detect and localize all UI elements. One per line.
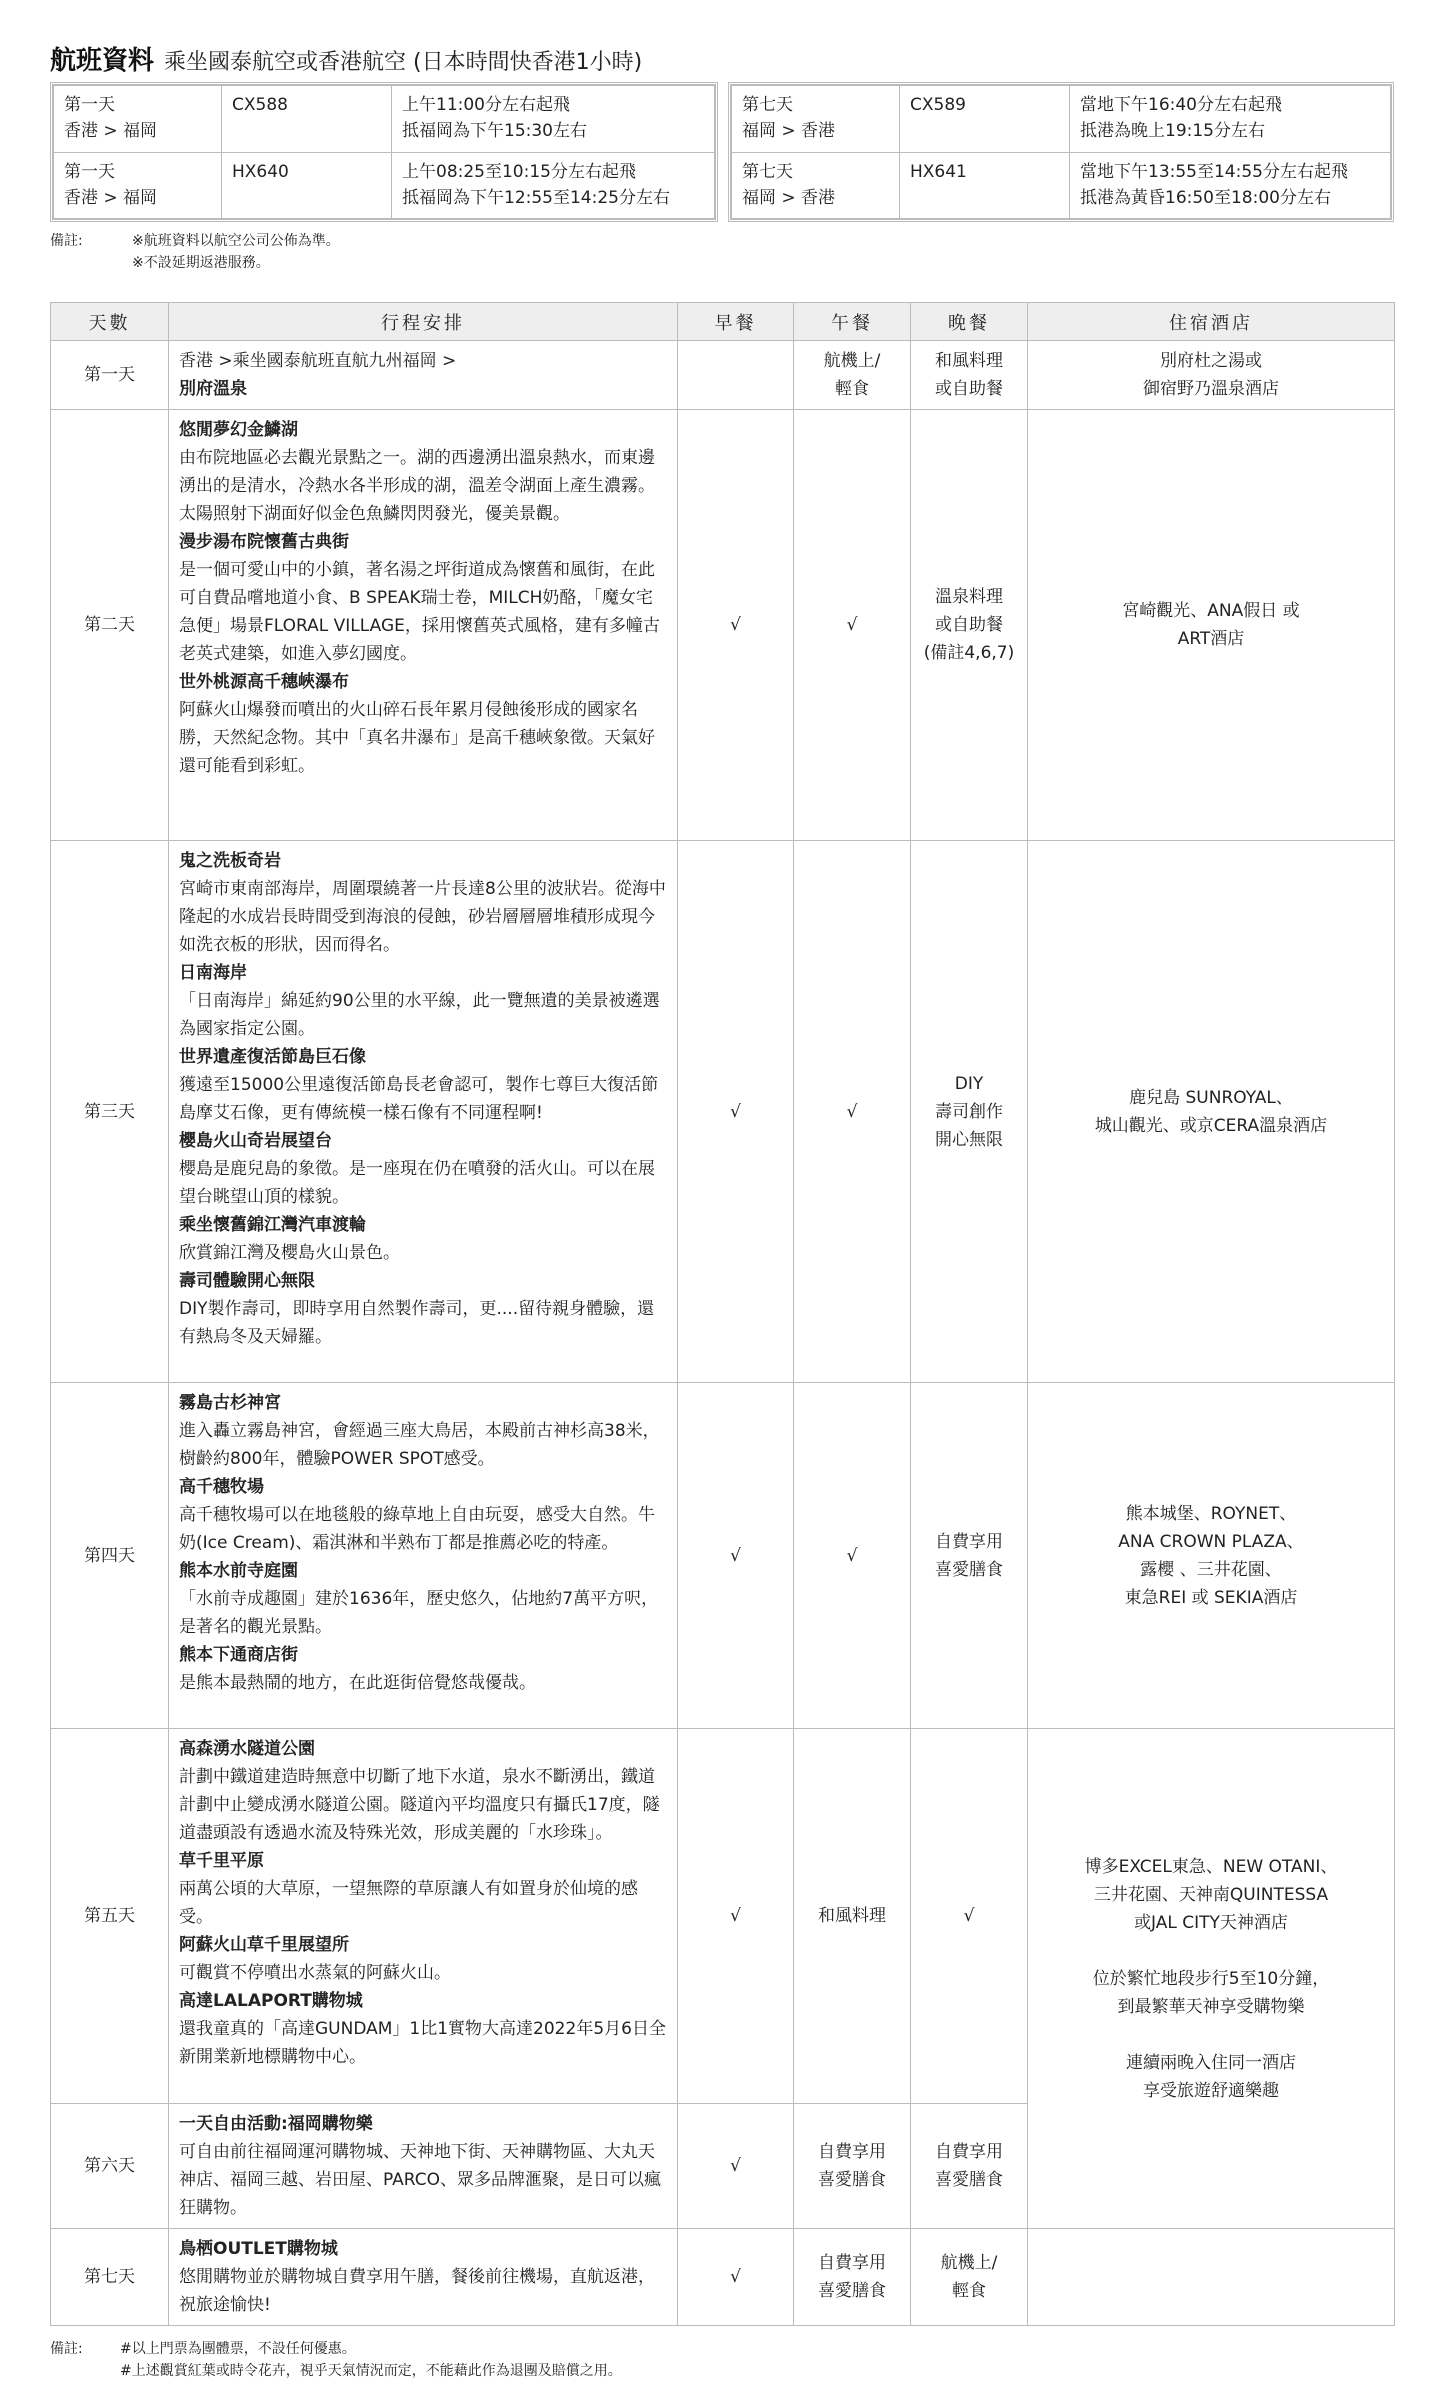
page-title-row [50, 40, 642, 76]
remarks-text: ※航班資料以航空公司公佈為準。 ※不設延期返港服務。 [132, 233, 340, 271]
attraction-title: 高達LALAPORT購物城 [179, 1991, 363, 2011]
plan-intro-bold: 別府溫泉 [179, 379, 247, 399]
dinner-cell: 自費享用 喜愛膳食 [911, 2104, 1028, 2229]
attraction-desc: 「日南海岸」綿延約90公里的水平線，此一覽無遺的美景被遴選為國家指定公園。 [179, 991, 660, 1039]
attraction-desc: 阿蘇火山爆發而噴出的火山碎石長年累月侵蝕後形成的國家名勝，天然紀念物。其中「真名井瀑布」是高千穗峽象徵。天氣好還可能看到彩虹。 [179, 700, 655, 776]
attraction-desc: 是一個可愛山中的小鎮，著名湯之坪街道成為懷舊和風街，在此可自費品嚐地道小食、B SPEAK瑞士卷，MILCH奶酪，「魔女宅急便」場景FLORAL VILLAGE，採用懷舊英式風格，建有多幢古老英式建築，如進入夢幻國度。 [179, 560, 660, 664]
breakfast-cell: √ [678, 2104, 794, 2229]
bottom-remarks-text: #以上門票為團體票，不設任何優惠。 #上述觀賞紅葉或時令花卉，視乎天氣情況而定，不能藉此作為退團及賠償之用。 [120, 2341, 622, 2379]
flight-time: 上午11:00分左右起飛 抵福岡為下午15:30左右 [392, 86, 715, 153]
lunch-cell: √ [794, 1383, 911, 1729]
day-label: 第一天 [51, 341, 169, 410]
dinner-cell: 自費享用 喜愛膳食 [911, 1383, 1028, 1729]
attraction-title: 熊本水前寺庭園 [179, 1561, 298, 1581]
plan-cell [169, 1383, 678, 1729]
flight-table-return [728, 82, 1394, 222]
flight-row [732, 86, 1391, 153]
breakfast-cell: √ [678, 1729, 794, 2104]
hotel-cell: 宮崎觀光、ANA假日 或 ART酒店 [1028, 410, 1395, 841]
attraction-title: 霧島古杉神宮 [179, 1393, 281, 1413]
attraction-title: 草千里平原 [179, 1851, 264, 1871]
attraction-desc: 獲遠至15000公里遠復活節島長老會認可，製作七尊巨大復活節島摩艾石像，更有傳統模一樣石像有不同運程啊! [179, 1075, 659, 1123]
breakfast-cell: √ [678, 841, 794, 1383]
lunch-cell: √ [794, 410, 911, 841]
dinner-cell: 和風料理 或自助餐 [911, 341, 1028, 410]
attraction-title: 櫻島火山奇岩展望台 [179, 1131, 332, 1151]
plan-cell [169, 341, 678, 410]
lunch-cell: 和風料理 [794, 1729, 911, 2104]
flight-day: 第七天 福岡 > 香港 [732, 152, 900, 219]
attraction-desc: 可觀賞不停噴出水蒸氣的阿蘇火山。 [179, 1963, 451, 1983]
flight-row [54, 86, 715, 153]
attraction-title: 悠閒夢幻金鱗湖 [179, 420, 298, 440]
plan-intro: 香港 >乘坐國泰航班直航九州福岡 > [179, 351, 457, 371]
attraction-title: 世外桃源高千穗峽瀑布 [179, 672, 349, 692]
lunch-cell: 自費享用 喜愛膳食 [794, 2104, 911, 2229]
attraction-desc: 兩萬公頃的大草原，一望無際的草原讓人有如置身於仙境的感受。 [179, 1879, 638, 1927]
attraction-desc: 進入轟立霧島神宮，會經過三座大鳥居，本殿前古神杉高38米，樹齡約800年，體驗POWER SPOT感受。 [179, 1421, 660, 1469]
dinner-cell: 航機上/ 輕食 [911, 2229, 1028, 2326]
dinner-cell: 溫泉料理 或自助餐 (備註4,6,7) [911, 410, 1028, 841]
bottom-remarks-label: 備註: [50, 2341, 83, 2357]
flight-day: 第一天 香港 > 福岡 [54, 152, 222, 219]
hotel-cell: 別府杜之湯或 御宿野乃溫泉酒店 [1028, 341, 1395, 410]
attraction-title: 熊本下通商店街 [179, 1645, 298, 1665]
attraction-title: 世界遺產復活節島巨石像 [179, 1047, 366, 1067]
flight-number: HX640 [222, 152, 392, 219]
breakfast-cell: √ [678, 1383, 794, 1729]
plan-cell [169, 2104, 678, 2229]
flight-row [54, 152, 715, 219]
header-lunch: 午餐 [794, 303, 911, 341]
attraction-title: 高森湧水隧道公園 [179, 1739, 315, 1759]
lunch-cell: 自費享用 喜愛膳食 [794, 2229, 911, 2326]
attraction-desc: 還我童真的「高達GUNDAM」1比1實物大高達2022年5月6日全新開業新地標購物中心。 [179, 2019, 666, 2067]
plan-cell [169, 410, 678, 841]
attraction-title: 阿蘇火山草千里展望所 [179, 1935, 349, 1955]
attraction-title: 鳥栖OUTLET購物城 [179, 2239, 338, 2259]
hotel-cell [1028, 2229, 1395, 2326]
attraction-desc: 欣賞錦江灣及櫻島火山景色。 [179, 1243, 400, 1263]
flight-number: HX641 [900, 152, 1070, 219]
attraction-desc: DIY製作壽司，即時享用自然製作壽司，更....留待親身體驗，還有熱烏冬及天婦羅。 [179, 1299, 655, 1347]
flight-remarks [50, 230, 340, 274]
header-plan: 行程安排 [169, 303, 678, 341]
dinner-cell: √ [911, 1729, 1028, 2104]
itinerary-row-day5 [51, 1729, 1395, 2104]
attraction-desc: 櫻島是鹿兒島的象徵。是一座現在仍在噴發的活火山。可以在展望台眺望山頂的樣貌。 [179, 1159, 655, 1207]
plan-cell [169, 841, 678, 1383]
flight-day: 第一天 香港 > 福岡 [54, 86, 222, 153]
attraction-desc: 高千穗牧場可以在地毯般的綠草地上自由玩耍，感受大自然。牛奶(Ice Cream)、霜淇淋和半熟布丁都是推薦必吃的特產。 [179, 1505, 655, 1553]
header-day: 天數 [51, 303, 169, 341]
day-label: 第六天 [51, 2104, 169, 2229]
plan-cell [169, 2229, 678, 2326]
attraction-title: 日南海岸 [179, 963, 247, 983]
itinerary-row-day1 [51, 341, 1395, 410]
breakfast-cell: √ [678, 2229, 794, 2326]
attraction-title: 漫步湯布院懷舊古典街 [179, 532, 349, 552]
itinerary-row-day7 [51, 2229, 1395, 2326]
flight-table-outbound [50, 82, 718, 222]
attraction-desc: 由布院地區必去觀光景點之一。湖的西邊湧出溫泉熱水，而東邊湧出的是清水，冷熱水各半形成的湖，溫差令湖面上產生濃霧。太陽照射下湖面好似金色魚鱗閃閃發光，優美景觀。 [179, 448, 655, 524]
dinner-cell: DIY 壽司創作 開心無限 [911, 841, 1028, 1383]
day-label: 第五天 [51, 1729, 169, 2104]
attraction-desc: 可自由前往福岡運河購物城、天神地下街、天神購物區、大丸天神店、福岡三越、岩田屋、PARCO、眾多品牌滙聚，是日可以瘋狂購物。 [179, 2142, 662, 2218]
attraction-title: 鬼之洗板奇岩 [179, 851, 281, 871]
header-hotel: 住宿酒店 [1028, 303, 1395, 341]
attraction-title: 高千穗牧場 [179, 1477, 264, 1497]
breakfast-cell: √ [678, 410, 794, 841]
bottom-remarks [50, 2338, 622, 2382]
header-breakfast: 早餐 [678, 303, 794, 341]
plan-cell [169, 1729, 678, 2104]
page-title: 航班資料 [50, 46, 155, 76]
itinerary-row-day3 [51, 841, 1395, 1383]
lunch-cell: 航機上/ 輕食 [794, 341, 911, 410]
itinerary-row-day4 [51, 1383, 1395, 1729]
hotel-cell: 鹿兒島 SUNROYAL、 城山觀光、或京CERA溫泉酒店 [1028, 841, 1395, 1383]
attraction-desc: 計劃中鐵道建造時無意中切斷了地下水道，泉水不斷湧出，鐵道計劃中止變成湧水隧道公園。隧道內平均溫度只有攝氏17度，隧道盡頭設有透過水流及特殊光效，形成美麗的「水珍珠」。 [179, 1767, 660, 1843]
breakfast-cell [678, 341, 794, 410]
itinerary-row-day2 [51, 410, 1395, 841]
itinerary-table [50, 302, 1395, 2326]
flight-day: 第七天 福岡 > 香港 [732, 86, 900, 153]
attraction-title: 乘坐懷舊錦江灣汽車渡輪 [179, 1215, 366, 1235]
attraction-desc: 宮崎市東南部海岸，周圍環繞著一片長達8公里的波狀岩。從海中隆起的水成岩長時間受到海浪的侵蝕，砂岩層層層堆積形成現今如洗衣板的形狀，因而得名。 [179, 879, 666, 955]
flight-time: 當地下午13:55至14:55分左右起飛 抵港為黃昏16:50至18:00分左右 [1070, 152, 1391, 219]
attraction-desc: 悠閒購物並於購物城自費享用午膳，餐後前往機場，直航返港，祝旅途愉快! [179, 2267, 655, 2315]
day-label: 第二天 [51, 410, 169, 841]
attraction-title: 一天自由活動:福岡購物樂 [179, 2114, 373, 2134]
header-dinner: 晚餐 [911, 303, 1028, 341]
day-label: 第三天 [51, 841, 169, 1383]
flight-row [732, 152, 1391, 219]
day-label: 第七天 [51, 2229, 169, 2326]
hotel-cell: 博多EXCEL東急、NEW OTANI、 三井花園、天神南QUINTESSA 或JAL CITY天神酒店 位於繁忙地段步行5至10分鐘， 到最繁華天神享受購物樂 連續兩晚入住同一酒店 享受旅遊舒適樂趣 [1028, 1729, 1395, 2229]
flight-number: CX589 [900, 86, 1070, 153]
flight-time: 上午08:25至10:15分左右起飛 抵福岡為下午12:55至14:25分左右 [392, 152, 715, 219]
attraction-desc: 是熊本最熱鬧的地方，在此逛街倍覺悠哉優哉。 [179, 1673, 536, 1693]
attraction-title: 壽司體驗開心無限 [179, 1271, 315, 1291]
page-subtitle: 乘坐國泰航空或香港航空 (日本時間快香港1小時) [164, 50, 643, 75]
remarks-label: 備註: [50, 233, 83, 249]
flight-time: 當地下午16:40分左右起飛 抵港為晚上19:15分左右 [1070, 86, 1391, 153]
day-label: 第四天 [51, 1383, 169, 1729]
attraction-desc: 「水前寺成趣園」建於1636年，歷史悠久，佔地約7萬平方呎，是著名的觀光景點。 [179, 1589, 659, 1637]
hotel-cell: 熊本城堡、ROYNET、 ANA CROWN PLAZA、 露櫻 、三井花園、 東急REI 或 SEKIA酒店 [1028, 1383, 1395, 1729]
lunch-cell: √ [794, 841, 911, 1383]
itinerary-header-row [51, 303, 1395, 341]
flight-number: CX588 [222, 86, 392, 153]
